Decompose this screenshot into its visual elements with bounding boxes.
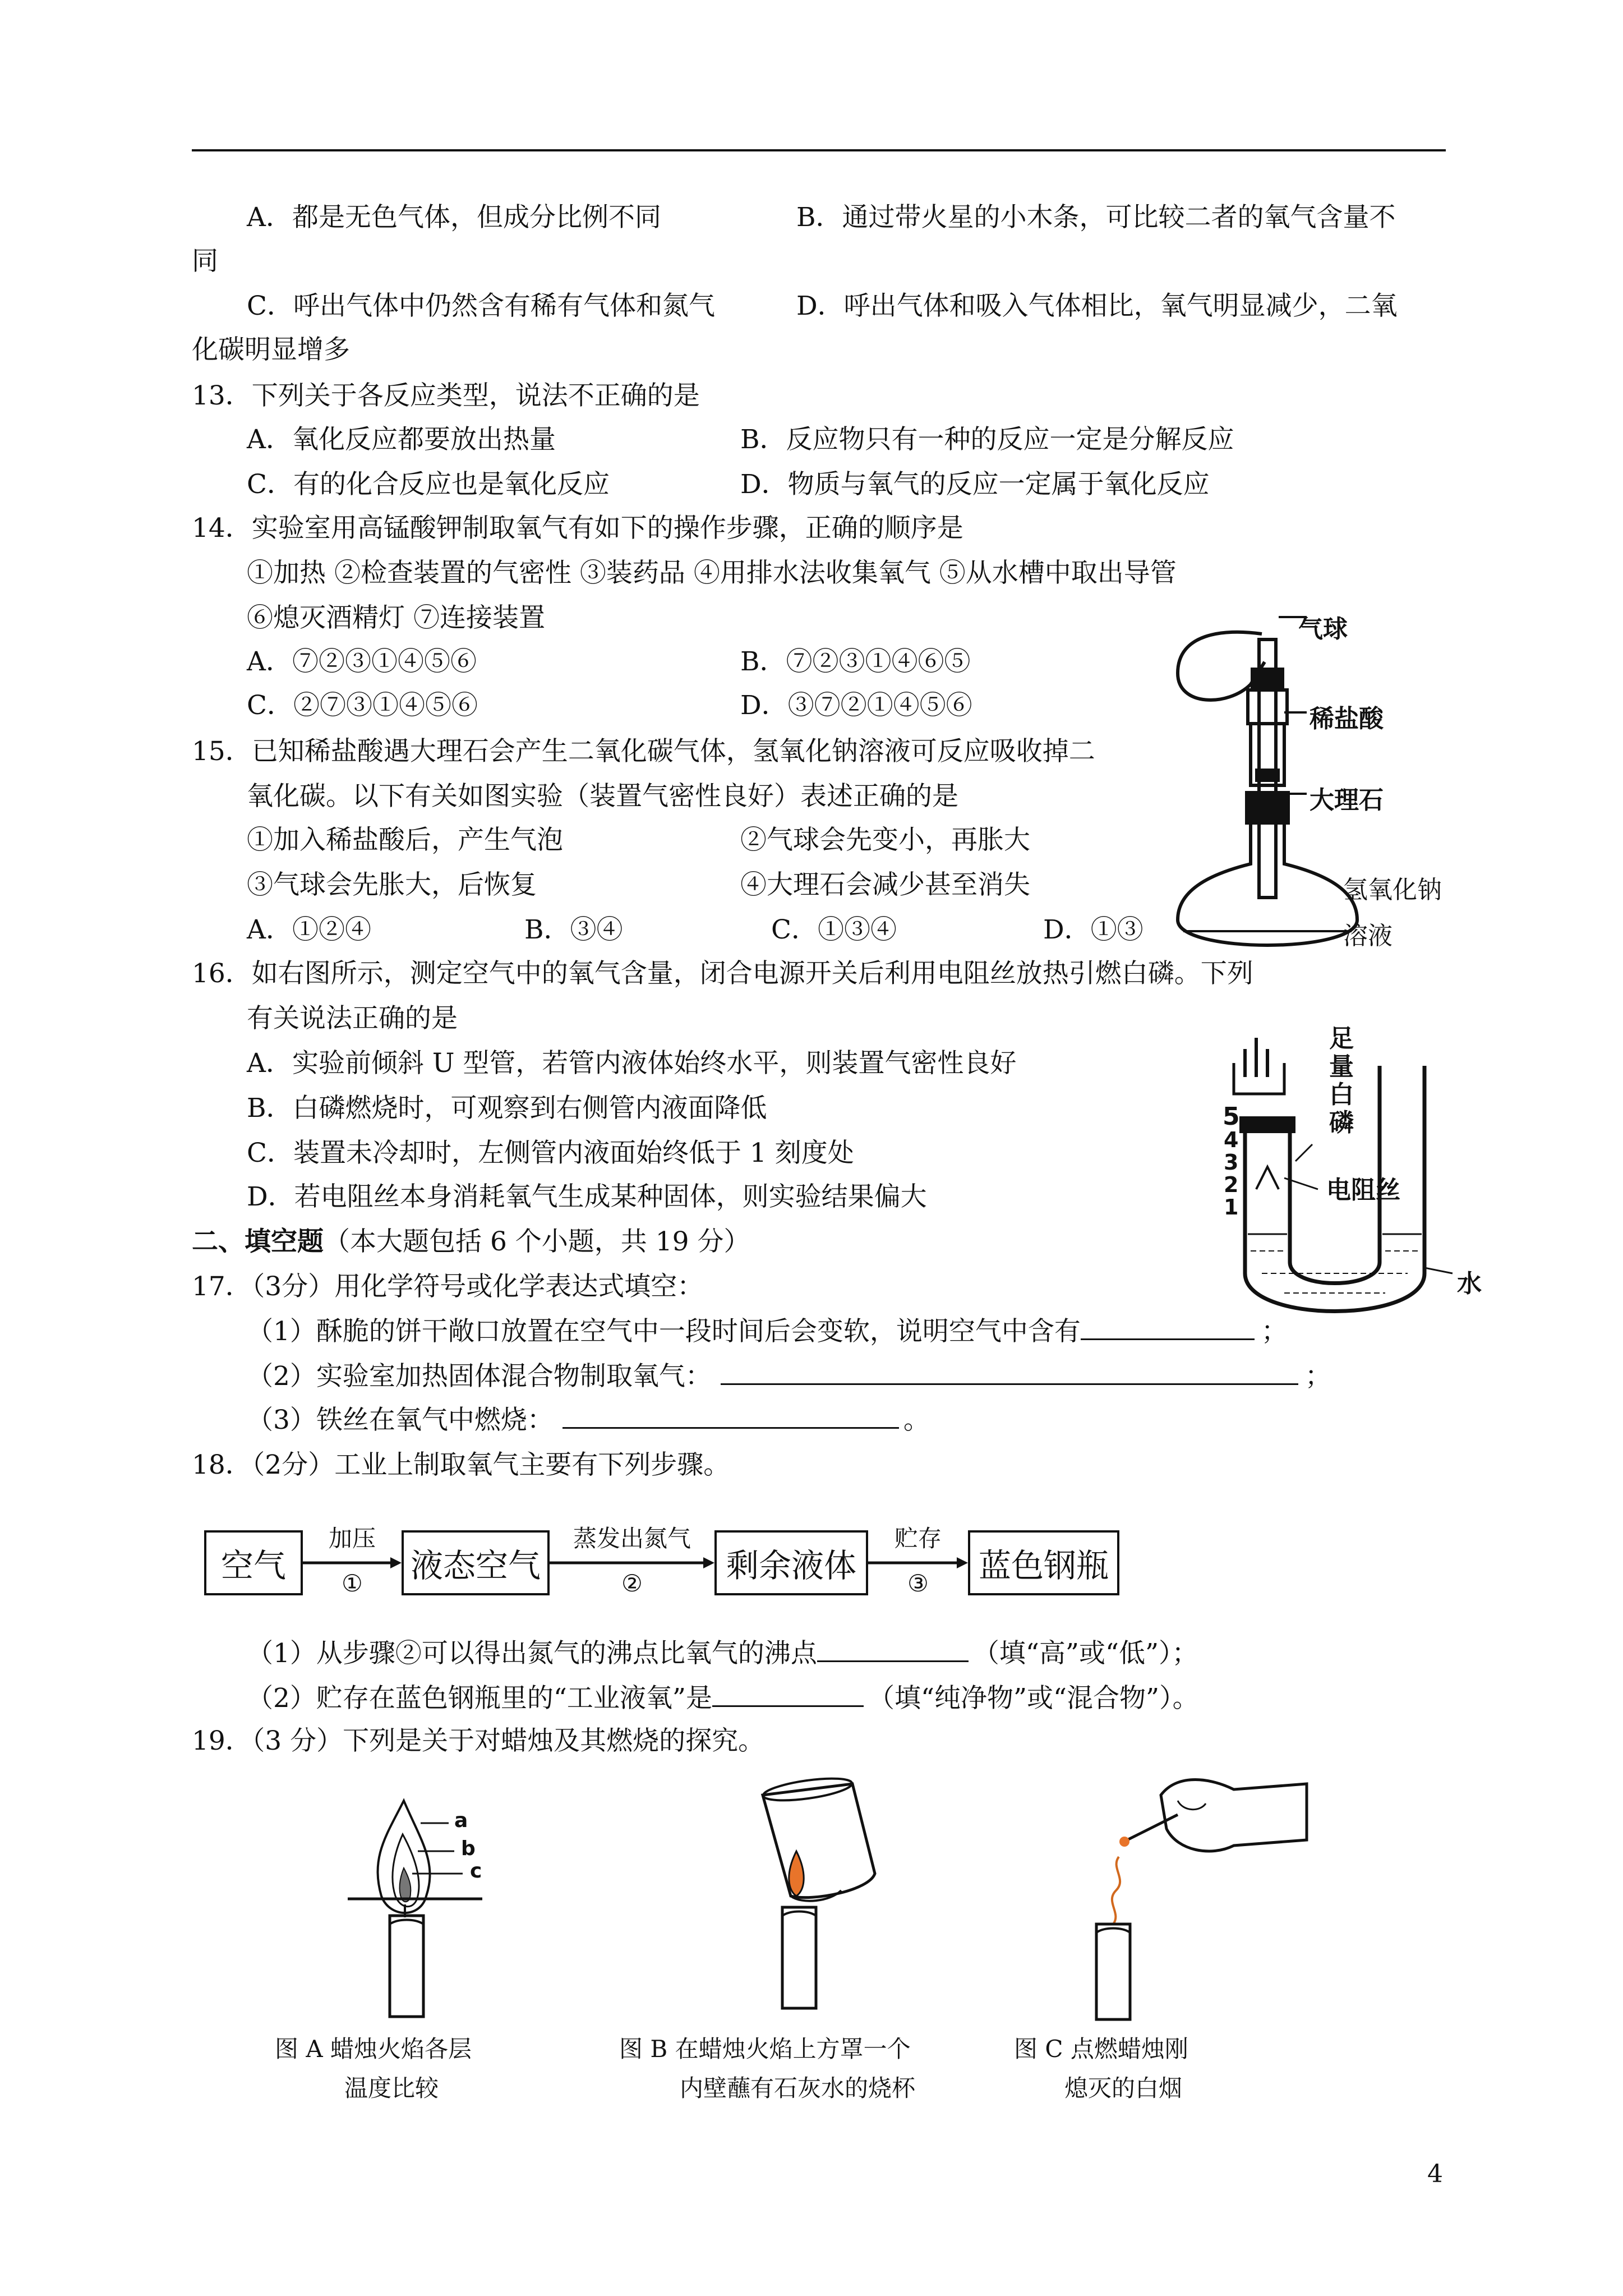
q16-scale-1: 1: [1224, 1195, 1239, 1220]
q16-scale-2: 2: [1224, 1172, 1239, 1197]
q15-option-a: A．①②④: [247, 914, 371, 945]
q15-label-solution: 溶液: [1343, 922, 1393, 950]
q15-item-4: ④大理石会减少甚至消失: [740, 869, 1030, 900]
header-rule: [192, 149, 1446, 151]
q12-option-a: A．都是无色气体，但成分比例不同: [247, 202, 661, 233]
q14-stem: 14．实验室用高锰酸钾制取氧气有如下的操作步骤，正确的顺序是: [192, 513, 963, 544]
q19-fig-b-caption-1: 图 B 在蜡烛火焰上方罩一个: [619, 2035, 911, 2063]
flow-box-air: 空气: [204, 1530, 303, 1595]
q19-figure-b-beaker-over-candle: [729, 1773, 909, 2031]
q18-sub2-text: （2）贮存在蓝色钢瓶里的“工业液氧”是: [247, 1683, 712, 1714]
q19-figure-a-candle-flame: [336, 1789, 505, 2031]
q19-figure-c-light-smoke: [1066, 1761, 1324, 2031]
q13-option-b: B．反应物只有一种的反应一定是分解反应: [740, 424, 1234, 455]
flow-arrow2-label: 蒸发出氮气: [573, 1525, 691, 1552]
q14-option-b: B．⑦②③①④⑥⑤: [740, 646, 971, 677]
q15-option-d: D．①③: [1043, 914, 1144, 945]
section2-title: 二、填空题: [192, 1226, 324, 1257]
q16-scale-5: 5: [1223, 1102, 1240, 1131]
q18-stem: 18．（2分）工业上制取氧气主要有下列步骤。: [192, 1450, 730, 1480]
q16-option-d: D．若电阻丝本身消耗氧气生成某种固体，则实验结果偏大: [247, 1181, 927, 1212]
q19-fig-a-label-a: a: [454, 1809, 468, 1832]
q13-option-a: A．氧化反应都要放出热量: [247, 424, 556, 455]
q12-option-d: D．呼出气体和吸入气体相比，氧气明显减少，二氧: [796, 291, 1398, 321]
q15-stem: 15．已知稀盐酸遇大理石会产生二氧化碳气体，氢氧化钠溶液可反应吸收掉二: [192, 736, 1095, 767]
q18-blank-2[interactable]: [712, 1681, 864, 1707]
q19-fig-a-label-b: b: [461, 1837, 476, 1860]
q15-option-c: C．①③④: [771, 914, 897, 945]
q19-fig-b-caption-2: 内壁蘸有石灰水的烧杯: [680, 2074, 916, 2102]
q16-stem: 16．如右图所示，测定空气中的氧气含量，闭合电源开关后利用电阻丝放热引燃白磷。下列: [192, 958, 1253, 989]
q12-option-c: C．呼出气体中仍然含有稀有气体和氮气: [247, 291, 715, 321]
flow-arrow3-step: ③: [907, 1570, 929, 1597]
q16-scale-4: 4: [1224, 1128, 1239, 1152]
flow-box-remaining-liquid: 剩余液体: [714, 1530, 868, 1595]
q15-item-1: ①加入稀盐酸后，产生气泡: [247, 825, 563, 855]
flow-arrow3-label: 贮存: [894, 1525, 942, 1552]
q16-option-a: A．实验前倾斜 U 型管，若管内液体始终水平，则装置气密性良好: [247, 1048, 1017, 1079]
q15-label-balloon: 气球: [1298, 615, 1348, 643]
q17-sub3: [247, 1402, 930, 1437]
q17-sub3-text: （3）铁丝在氧气中燃烧：: [247, 1405, 554, 1435]
q14-steps-line2: ⑥熄灭酒精灯 ⑦连接装置: [247, 602, 545, 633]
q19-fig-a-caption-2: 温度比较: [344, 2074, 439, 2102]
q15-item-2: ②气球会先变小，再胀大: [740, 825, 1030, 855]
q15-label-marble: 大理石: [1310, 786, 1384, 815]
q12-option-d-cont: 化碳明显增多: [192, 334, 350, 365]
q13-stem: 13．下列关于各反应类型，说法不正确的是: [192, 380, 700, 411]
flow-arrow1-step: ①: [342, 1570, 363, 1597]
q18-sub1-text: （1）从步骤②可以得出氮气的沸点比氧气的沸点: [247, 1638, 817, 1669]
q17-sub2-end: ；: [1304, 1361, 1331, 1392]
q19-fig-a-label-c: c: [470, 1860, 482, 1883]
q16-label-wire: 电阻丝: [1326, 1176, 1400, 1204]
q18-sub1-end: （填“高”或“低”）；: [972, 1638, 1198, 1669]
q15-label-naoh: 氢氧化钠: [1343, 876, 1442, 904]
flow-box-liquid-air: 液态空气: [402, 1530, 550, 1595]
q16-stem-cont: 有关说法正确的是: [247, 1003, 458, 1034]
q15-option-b: B．③④: [524, 914, 623, 945]
page-number: 4: [1427, 2160, 1443, 2188]
q17-sub1-end: ；: [1261, 1316, 1288, 1347]
q18-sub2: [247, 1681, 1199, 1715]
q16-option-b: B．白磷燃烧时，可观察到右侧管内液面降低: [247, 1093, 767, 1124]
section2-note: （本大题包括 6 个小题，共 19 分）: [324, 1226, 750, 1257]
q18-blank-1[interactable]: [817, 1636, 969, 1662]
q15-item-3: ③气球会先胀大，后恢复: [247, 869, 537, 900]
q16-option-c: C．装置未冷却时，左侧管内液面始终低于 1 刻度处: [247, 1138, 854, 1168]
q14-option-c: C．②⑦③①④⑤⑥: [247, 690, 478, 721]
q17-blank-2[interactable]: [721, 1359, 1298, 1385]
q18-sub1: [247, 1636, 1198, 1671]
q13-option-c: C．有的化合反应也是氧化反应: [247, 469, 610, 500]
flow-arrow2-step: ②: [621, 1570, 643, 1597]
q13-option-d: D．物质与氧气的反应一定属于氧化反应: [740, 469, 1210, 500]
q16-u-tube-figure: [1217, 1010, 1497, 1324]
flow-arrow1-label: 加压: [328, 1525, 376, 1552]
q17-blank-1[interactable]: [1081, 1314, 1255, 1340]
q17-sub3-end: 。: [903, 1405, 930, 1435]
q19-fig-c-caption-2: 熄灭的白烟: [1064, 2074, 1183, 2102]
q16-label-bai: 白: [1329, 1080, 1354, 1109]
q14-steps-line1: ①加热 ②检查装置的气密性 ③装药品 ④用排水法收集氧气 ⑤从水槽中取出导管: [247, 558, 1177, 588]
q12-option-b: B．通过带火星的小木条，可比较二者的氧气含量不: [796, 202, 1396, 233]
q16-label-zu: 足: [1329, 1024, 1354, 1053]
q15-stem-cont: 氧化碳。以下有关如图实验（装置气密性良好）表述正确的是: [247, 781, 958, 812]
q17-sub2-text: （2）实验室加热固体混合物制取氧气：: [247, 1361, 712, 1392]
q16-scale-3: 3: [1224, 1150, 1239, 1175]
q16-label-liang: 量: [1329, 1052, 1354, 1081]
q16-label-water: 水: [1457, 1269, 1482, 1298]
q19-fig-a-caption-1: 图 A 蜡烛火焰各层: [275, 2035, 472, 2063]
q17-sub2: [247, 1359, 1331, 1393]
q15-label-acid: 稀盐酸: [1310, 705, 1384, 733]
q16-label-lin: 磷: [1329, 1108, 1354, 1137]
q19-stem: 19．（3 分）下列是关于对蜡烛及其燃烧的探究。: [192, 1726, 765, 1756]
q17-blank-3[interactable]: [562, 1402, 899, 1429]
flow-box-blue-cylinder: 蓝色钢瓶: [968, 1530, 1119, 1595]
q12-option-b-cont: 同: [192, 246, 218, 277]
q19-fig-c-caption-1: 图 C 点燃蜡烛刚: [1014, 2035, 1188, 2063]
section2-heading: [192, 1225, 750, 1259]
q14-option-a: A．⑦②③①④⑤⑥: [247, 646, 477, 677]
q17-sub1-text: （1）酥脆的饼干敞口放置在空气中一段时间后会变软，说明空气中含有: [247, 1316, 1081, 1347]
q17-sub1: [247, 1314, 1288, 1349]
q17-stem: 17．（3分）用化学符号或化学表达式填空：: [192, 1271, 704, 1302]
q14-option-d: D．③⑦②①④⑤⑥: [740, 690, 972, 721]
q18-sub2-end: （填“纯净物”或“混合物”）。: [868, 1683, 1199, 1714]
